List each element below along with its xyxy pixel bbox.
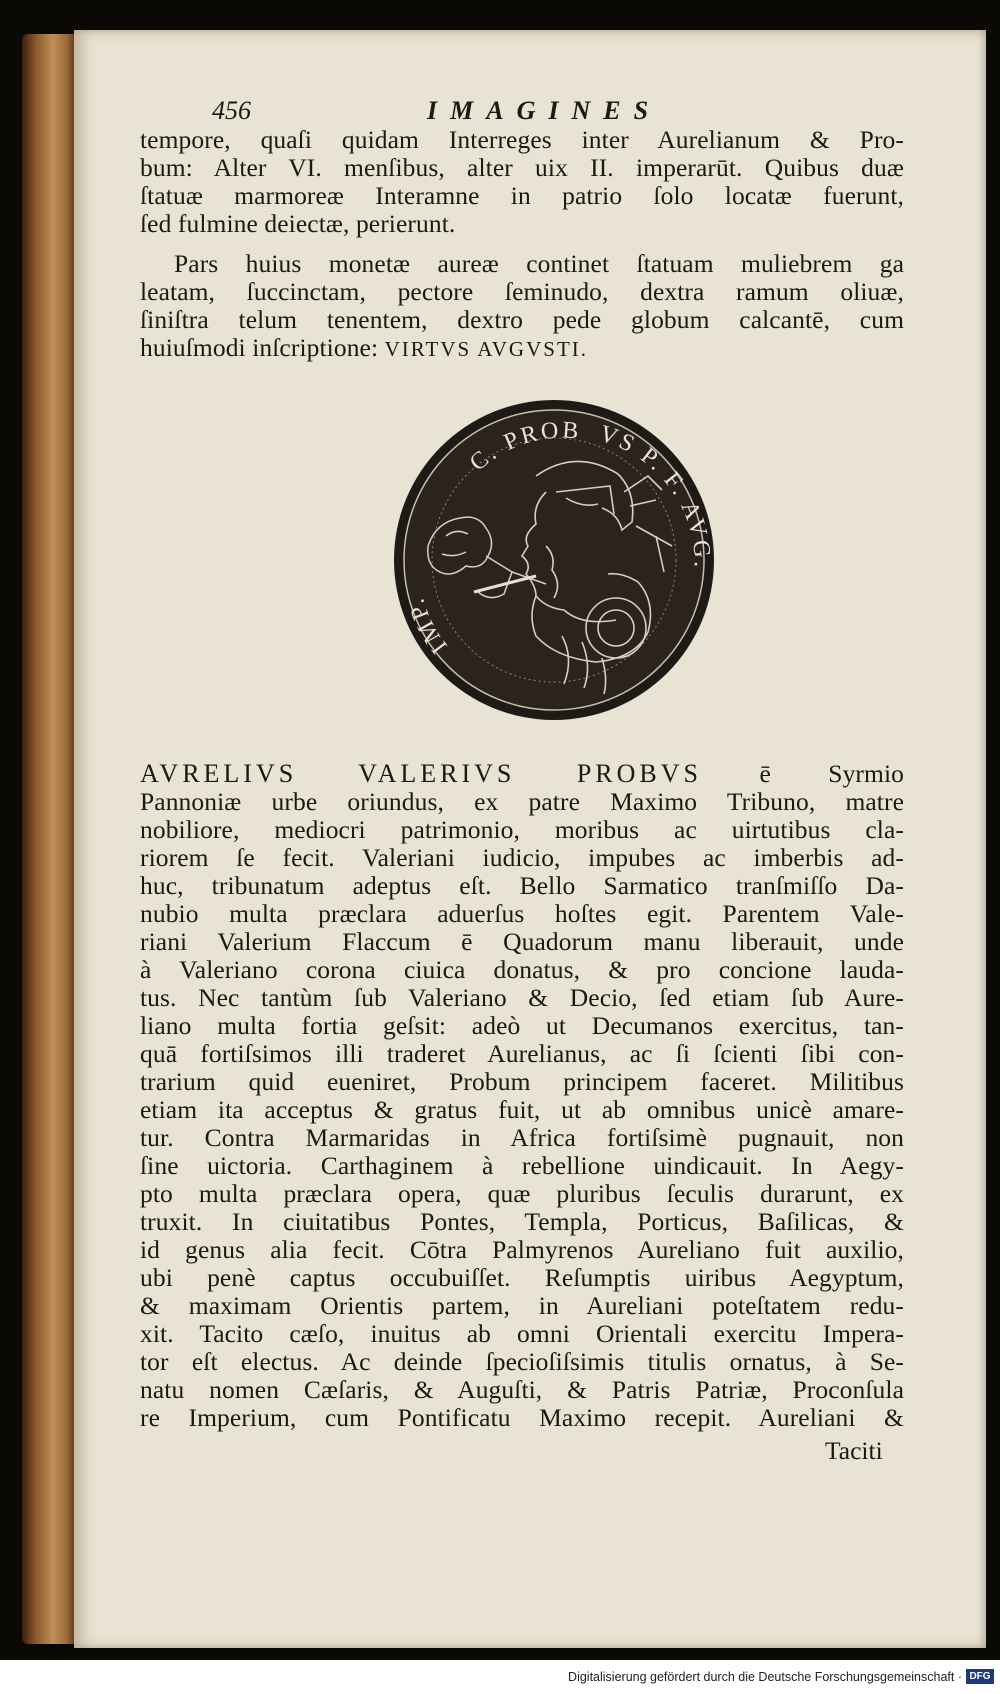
running-title: IMAGINES <box>427 96 662 125</box>
text-line: ſed fulmine deiectæ, perierunt. <box>140 209 456 238</box>
coin-legend-right: VS P. F. AVG. <box>596 420 716 571</box>
text-line: id genus alia fecit. Cōtra Palmyrenos Aureliano fuit auxilio, <box>140 1235 904 1264</box>
coin-engraving <box>386 396 722 724</box>
text-line: pto multa præclara opera, quæ pluribus ſeculis durarunt, ex <box>140 1179 904 1208</box>
text-line: nobiliore, mediocri patrimonio, moribus ac uirtutibus cla- <box>140 815 904 844</box>
text-line: huc, tribunatum adeptus eſt. Bello Sarmatico tranſmiſſo Da- <box>140 871 904 900</box>
coin-inscription: VIRTVS AVGVSTI. <box>384 337 589 361</box>
text-line: Pars huius monetæ aureæ continet ſtatuam muliebrem ga <box>174 249 904 278</box>
book-page-edges <box>22 34 78 1644</box>
text-line: ubi penè captus occubuiſſet. Reſumptis uiribus Aegyptum, <box>140 1263 904 1292</box>
text-line: & maximam Orientis partem, in Aureliani poteſtatem redu- <box>140 1291 904 1320</box>
text-line: re Imperium, cum Pontificatu Maximo recepit. Aureliani & <box>140 1403 904 1432</box>
text-line: tus. Nec tantùm ſub Valeriano & Decio, ſed etiam ſub Aure- <box>140 983 904 1012</box>
text-line: ſine uictoria. Carthaginem à rebellione uindicauit. In Aegy- <box>140 1151 904 1180</box>
biography-paragraph <box>140 760 904 1432</box>
text-line: à Valeriano corona ciuica donatus, & pro concione lauda- <box>140 955 904 984</box>
text-line: liano multa fortia geſsit: adeò ut Decumanos exercitus, tan- <box>140 1011 904 1040</box>
text-line: natu nomen Cæſaris, & Auguſti, & Patris Patriæ, Proconſula <box>140 1375 904 1404</box>
text-line: xit. Tacito cæſo, inuitus ab omni Orientali exercitu Impera- <box>140 1319 904 1348</box>
text-line: bum: Alter VI. menſibus, alter uix II. imperarūt. Quibus duæ <box>140 153 904 182</box>
page-number: 456 <box>212 96 251 125</box>
paragraph-continuation <box>140 126 904 238</box>
text-line: trarium quid eueniret, Probum principem faceret. Militibus <box>140 1067 904 1096</box>
text-line: nubio multa præclara aduerſus hoſtes egit. Parentem Vale- <box>140 899 904 928</box>
text-line: tempore, quaſi quidam Interreges inter Aurelianum & Pro- <box>140 125 904 154</box>
inscription-intro: huiuſmodi inſcriptione: <box>140 333 379 362</box>
text-line: leatam, ſuccinctam, pectore ſeminudo, dextra ramum oliuæ, <box>140 277 904 306</box>
coin-legend-top: C. PROB <box>464 417 583 477</box>
paragraph-coin-description <box>140 250 904 363</box>
coin-portrait-image <box>386 396 722 724</box>
text-line: AVRELIVS VALERIVS PROBVS ē Syrmio <box>140 759 904 788</box>
text-line: quā fortiſsimos illi traderet Aurelianus, ac ſi ſcienti ſibi con- <box>140 1039 904 1068</box>
emperor-name: AVRELIVS VALERIVS PROBVS <box>140 759 703 788</box>
coin-legend-left: IMP. <box>402 593 453 659</box>
text-line: ſiniſtra telum tenentem, dextro pede globum calcantē, cum <box>140 305 904 334</box>
dfg-logo[interactable]: DFG <box>966 1669 994 1684</box>
text-line: tor eſt electus. Ac deinde ſpecioſiſsimis titulis ornatus, à Se- <box>140 1347 904 1376</box>
catchword: Taciti <box>825 1436 883 1465</box>
text-line: tur. Contra Marmaridas in Africa fortiſsimè pugnauit, non <box>140 1123 904 1152</box>
text-line: truxit. In ciuitatibus Pontes, Templa, Porticus, Baſilicas, & <box>140 1207 904 1236</box>
text-line: ſtatuæ marmoreæ Interamne in patrio ſolo locatæ fuerunt, <box>140 181 904 210</box>
text-line: Pannoniæ urbe oriundus, ex patre Maximo Tribuno, matre <box>140 787 904 816</box>
funding-notice: Digitalisierung gefördert durch die Deutsche Forschungsgemeinschaft · <box>568 1670 962 1684</box>
text-line: riorem ſe fecit. Valeriani iudicio, impubes ac imberbis ad- <box>140 843 904 872</box>
text-line: riani Valerium Flaccum ē Quadorum manu liberauit, unde <box>140 927 904 956</box>
text-line <box>140 334 904 363</box>
text-line: etiam ita acceptus & gratus fuit, ut ab omnibus unicè amare- <box>140 1095 904 1124</box>
digitization-footer <box>0 1660 1000 1694</box>
